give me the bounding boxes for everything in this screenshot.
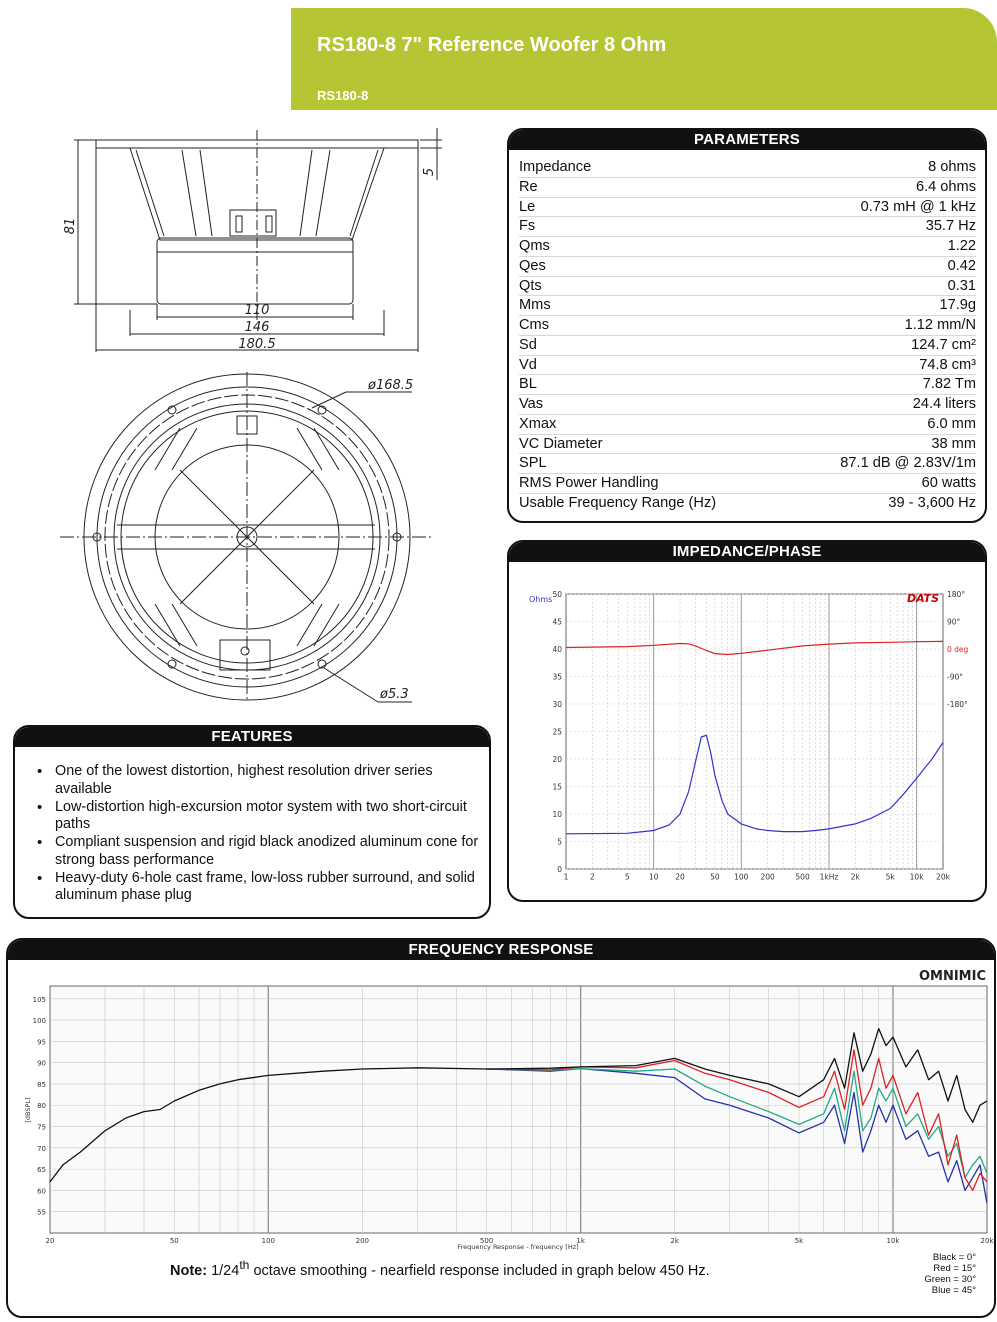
x-tick-label: 5k [794,1237,804,1245]
smoothing-note [170,1258,710,1279]
front-view-drawing [60,372,434,702]
dim-110: 110 [244,303,270,318]
x-tick-label: 20k [936,872,950,882]
y-tick-label: 65 [37,1166,46,1175]
technical-drawing [0,0,500,720]
param-value: 0.31 [947,277,976,294]
phase-tick-label: 90° [947,617,961,627]
param-row [519,494,976,514]
model-number: RS180-8 [317,88,369,103]
y-tick-label: 105 [32,995,46,1004]
param-name: Impedance [519,159,592,175]
phase-tick-label: 0 deg [947,645,969,654]
frequency-panel [6,938,996,1318]
page-title: RS180-8 7" Reference Woofer 8 Ohm [317,34,667,56]
param-name: Vd [519,356,537,373]
phase-tick-label: -180° [947,700,968,709]
x-tick-label: 1 [563,872,569,882]
y-tick-label: 45 [552,617,562,627]
angle-legend [924,1252,976,1296]
legend-entry: Green = 30° [924,1274,976,1285]
param-row [519,415,976,435]
x-tick-label: 10k [886,1237,900,1245]
brand-logo: DATS [906,592,939,605]
parameters-heading: PARAMETERS [509,130,985,150]
param-row [519,158,976,178]
param-row [519,336,976,356]
param-name: Sd [519,336,537,353]
parameters-table [519,158,976,514]
param-value: 6.4 ohms [915,178,976,195]
dia-5-3: ø5.3 [380,687,409,702]
x-tick-label: 2 [589,872,595,882]
param-row [519,217,976,237]
y-axis-label: Ohms [529,595,553,604]
legend-entry: Black = 0° [932,1252,976,1263]
features-list [35,763,485,905]
y-tick-label: 35 [552,672,562,682]
param-value: 0.42 [947,257,976,274]
param-value: 87.1 dB @ 2.83V/1m [840,455,976,472]
y-tick-label: 0 [557,865,562,874]
x-tick-label: 20 [675,872,685,882]
y-tick-label: 85 [37,1080,46,1089]
param-value: 60 watts [921,475,976,491]
note-label: Note: [170,1262,208,1279]
x-tick-label: 500 [479,1237,494,1245]
y-axis-label: [dBSPL] [24,1097,32,1123]
x-tick-label: 1k [576,1237,585,1245]
dim-146: 146 [244,320,270,335]
param-value: 38 mm [931,435,976,452]
x-tick-label: 20 [45,1237,55,1245]
param-value: 1.12 mm/N [904,317,976,333]
param-row [519,237,976,257]
features-heading: FEATURES [15,727,489,747]
param-value: 74.8 cm³ [919,356,976,373]
param-row [519,454,976,474]
frequency-chart [8,960,994,1260]
y-tick-label: 50 [552,590,562,599]
x-tick-label: 10k [909,872,924,882]
x-tick-label: 50 [710,872,720,882]
param-name: Usable Frequency Range (Hz) [519,494,717,511]
y-tick-label: 20 [552,755,562,764]
param-row [519,375,976,395]
param-name: Re [519,178,538,195]
x-tick-label: 100 [734,872,749,882]
features-panel [13,725,491,919]
y-tick-label: 25 [552,727,562,737]
plot-area [50,986,987,1233]
legend-entry: Blue = 45° [931,1285,976,1296]
param-row [519,178,976,198]
y-tick-label: 80 [37,1102,46,1111]
note-text-b: octave smoothing - nearfield response included in graph below 450 Hz. [253,1262,710,1279]
feature-item: • Compliant suspension and rigid black anodized aluminum cone for strong bass performance [35,834,485,869]
x-tick-label: 500 [795,872,810,882]
x-tick-label: 200 [760,872,775,882]
x-tick-label: 100 [261,1237,275,1245]
param-value: 124.7 cm² [911,336,976,353]
x-axis-label: Frequency Response - frequency [Hz] [457,1243,579,1251]
x-tick-label: 200 [355,1237,370,1245]
y-tick-label: 5 [557,837,562,847]
y-tick-label: 100 [32,1017,46,1026]
impedance-chart [509,562,985,900]
x-tick-label: 2k [670,1237,679,1245]
param-row [519,316,976,336]
param-name: Qms [519,238,550,254]
x-tick-label: 2k [850,872,860,882]
param-value: 6.0 mm [927,415,976,432]
param-value: 7.82 Tm [922,376,976,393]
param-value: 17.9g [939,297,976,314]
y-tick-label: 70 [37,1144,46,1153]
note-sup: th [239,1258,250,1272]
y-tick-label: 40 [552,645,562,654]
x-tick-label: 5k [885,872,895,882]
param-row [519,277,976,297]
y-tick-label: 10 [552,810,562,819]
dim-height: 81 [63,217,78,235]
legend-entry: Red = 15° [933,1263,976,1274]
feature-item: • Heavy-duty 6-hole cast frame, low-loss rubber surround, and solid aluminum phase plug [35,870,485,905]
dim-180: 180.5 [238,337,276,352]
impedance-heading: IMPEDANCE/PHASE [509,542,985,562]
y-tick-label: 15 [552,782,562,792]
phase-tick-label: 180° [947,590,966,599]
x-tick-label: 20k [980,1237,994,1245]
param-name: Fs [519,218,536,235]
y-tick-label: 75 [37,1123,46,1132]
frequency-heading: FREQUENCY RESPONSE [8,940,994,960]
param-name: Mms [519,297,551,314]
param-name: Cms [519,317,549,333]
param-row [519,257,976,277]
x-tick-label: 50 [169,1237,179,1245]
feature-item: • Low-distortion high-excursion motor system with two short-circuit paths [35,799,485,834]
side-view-drawing [74,128,442,352]
param-row [519,296,976,316]
y-tick-label: 90 [37,1059,46,1068]
y-tick-label: 60 [37,1187,46,1196]
param-name: Xmax [519,415,557,432]
param-name: BL [519,376,537,393]
param-value: 1.22 [947,238,976,254]
param-row [519,395,976,415]
param-value: 35.7 Hz [925,218,976,235]
x-tick-label: 1kHz [819,872,839,882]
param-name: VC Diameter [519,435,603,452]
param-name: Qes [519,257,546,274]
param-name: Qts [519,277,542,294]
y-tick-label: 55 [37,1208,46,1217]
param-value: 8 ohms [928,159,976,175]
param-row [519,435,976,455]
y-tick-label: 95 [37,1038,46,1047]
feature-item: • One of the lowest distortion, highest resolution driver series available [35,763,485,798]
x-tick-label: 5 [624,872,630,882]
param-name: Vas [519,396,544,412]
parameters-panel [507,128,987,523]
param-name: RMS Power Handling [519,475,659,491]
x-tick-label: 10 [648,872,659,882]
param-value: 0.73 mH @ 1 kHz [860,198,976,215]
param-value: 24.4 liters [912,396,976,412]
param-name: Le [519,198,536,215]
phase-tick-label: -90° [947,672,963,682]
brand-logo: OMNIMIC [918,969,986,984]
param-name: SPL [519,455,547,472]
y-tick-label: 30 [552,700,562,709]
param-value: 39 - 3,600 Hz [888,494,976,511]
impedance-panel [507,540,987,902]
param-row [519,198,976,218]
param-row [519,474,976,494]
param-row [519,356,976,376]
dia-168: ø168.5 [368,378,414,393]
note-text-a: 1/24 [211,1262,240,1279]
dim-top: 5 [422,167,437,177]
